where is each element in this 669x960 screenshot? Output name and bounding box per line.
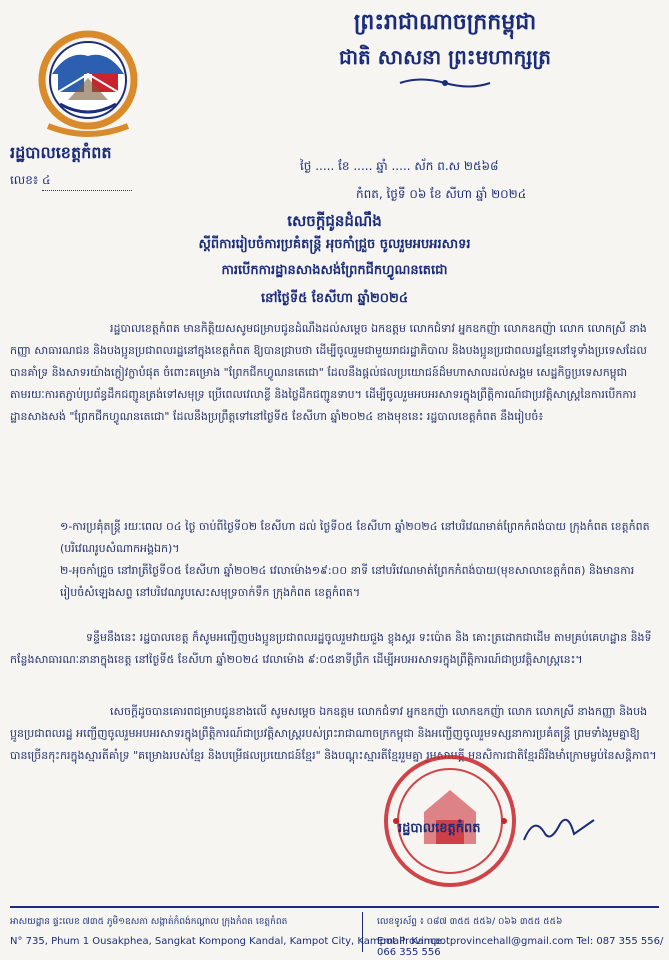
provincial-emblem-logo — [38, 30, 138, 138]
body-paragraph-3: សេចក្តីដូចបានគោរពជម្រាបជូនខាងលើ សូមសម្តេច ឯកឧត្តម លោកជំទាវ អ្នកឧកញ៉ា លោកឧកញ៉ា លោក លោកស្រី នាងកញ្ញា និងបងប្អូនប្រជាពលរដ្ឋ អញ្ជើញចូលរួមអបអរសាទរក្នុងព្រឹត្តិការណ៍ជាប្រវត្តិសាស្ត្ររបស់ព្រះរាជាណាចក្រកម្ពុជា និងអញ្ជើញចូលរួមទស្សនាការប្រគំតន្ត្រី ព្រមទាំងរួមគ្នាឱ្យបានច្រើនកុះករក្នុងស្មារតីគាំទ្រ "គម្រោងរបស់ខ្មែរ និងបម្រើផលប្រយោជន៍ខ្មែរ" និងបណ្តុះស្មារតីខ្មែររួមគ្នា រួមសាមគ្គី មនសិការជាតិខ្មែរដ៏រឹងមាំក្រោមម្លប់នៃសន្តិភាព។ — [10, 705, 657, 762]
national-motto: ជាតិ សាសនា ព្រះមហាក្សត្រ — [339, 45, 551, 69]
footer-divider-line — [10, 906, 659, 908]
reference-number — [10, 172, 132, 191]
body-paragraph-2: ទន្ទឹមនឹងនេះ រដ្ឋបាលខេត្ត ក៏សូមអញ្ជើញបងប្អូនប្រជាពលរដ្ឋចូលរួមវាយជួង ខ្លុងស្គរ ទះប៉ោត និង គោះត្រដោកជាដើម តាមគ្រប់គេហដ្ឋាន និងទីកន្លែងសាធារណៈនានាក្នុងខេត្ត នៅថ្ងៃទី៥ ខែសីហា ឆ្នាំ២០២៤ វេលាម៉ោង ៩:០៥នាទីព្រឹក ដើម្បីអបអរសាទរក្នុងព្រឹត្តិការណ៍ជាប្រវត្តិសាស្ត្រនេះ។ — [10, 631, 652, 666]
kingdom-title: ព្រះរាជាណាចក្រកម្ពុជា — [353, 10, 537, 35]
lunar-date: ថ្ងៃ ..... ខែ ..... ឆ្នាំ ..... ស័ក ព.ស ២៥៦៨ — [300, 159, 499, 173]
signature-icon — [520, 810, 600, 850]
list-item-concert: ១-ការប្រគុំតន្ត្រី រយៈពេល ០៤ ថ្ងៃ ចាប់ពីថ្ងៃទី០២ ខែសីហា ដល់ ថ្ងៃទី០៥ ខែសីហា ឆ្នាំ២០២៤ នៅបរិវេណមាត់ព្រែកកំពង់បាយ ក្រុងកំពត ខេត្តកំពត (បរិវេណរូបសំណាកអង្គឯក)។ — [60, 520, 650, 555]
reference-mark: ៤ — [41, 173, 51, 187]
footer-address-khmer: អាសយដ្ឋាន ផ្ទះលេខ ៧៣៥ ភូមិ១ឧសភា សង្កាត់កំពង់កណ្តាល ក្រុងកំពត ខេត្តកំពត — [10, 917, 288, 927]
reference-value — [42, 172, 132, 191]
solar-date: កំពត, ថ្ងៃទី ០៦ ខែ សីហា ឆ្នាំ ២០២៤ — [356, 187, 527, 201]
body-paragraph-1: រដ្ឋបាលខេត្តកំពត មានកិត្តិយសសូមជម្រាបជូនដំណឹងដល់សម្តេច ឯកឧត្តម លោកជំទាវ អ្នកឧកញ៉ា លោកឧកញ៉ា លោក លោកស្រី នាងកញ្ញា សាធារណជន និងបងប្អូនប្រជាពលរដ្ឋនៅក្នុងខេត្តកំពត ឱ្យបានជ្រាបថា ដើម្បីចូលរួមជាមួយរាជរដ្ឋាភិបាល និងបងប្អូនប្រជាពលរដ្ឋខ្មែរនៅទូទាំងប្រទេសដែលបានគាំទ្រ និងសាទរយ៉ាងក្លៀវក្លាបំផុត ចំពោះគម្រោង "ព្រែកជីកហ្វូណនតេជោ" ដែលនឹងផ្តល់ផលប្រយោជន៍ដ៏មហាសាលដល់សង្គម សេដ្ឋកិច្ចប្រទេសកម្ពុជា តាមរយៈការតភ្ជាប់ប្រព័ន្ធដឹកជញ្ជូនត្រង់ទៅសមុទ្រ ប្រើពេលវេលាខ្លី និងថ្លៃដឹកជញ្ជូនទាប។ ដើម្បីចូលរួមអបអរសាទរក្នុងព្រឹត្តិការណ៍ជាប្រវត្តិសាស្ត្រនៃការបើកការដ្ឋានសាងសង់ "ព្រែកជីកហ្វូណនតេជោ" ដែលនឹងប្រព្រឹត្តទៅនៅថ្ងៃទី៥ ខែសីហា ឆ្នាំ២០២៤ ខាងមុខនេះ រដ្ឋបាលខេត្តកំពត នឹងរៀបចំ៖ — [10, 322, 647, 423]
signer-name: រដ្ឋបាលខេត្តកំពត — [398, 821, 481, 836]
footer-address-english: N° 735, Phum 1 Ousakphea, Sangkat Kompong Kandal, Kampot City, Kampot Province. — [10, 936, 445, 947]
notice-subject-line-1: ស្តីពីការរៀបចំការប្រគំតន្ត្រី អុចកាំជ្រួច ចូលរួមអបអរសាទរ — [198, 237, 471, 252]
notice-title: សេចក្តីជូនដំណឹង — [287, 212, 382, 230]
issuer-name: រដ្ឋបាលខេត្តកំពត — [10, 143, 112, 162]
footer-email-phone: Email: Kampotprovincehall@gmail.com Tel: 087 355 556/ 066 355 556 — [377, 936, 664, 958]
list-item-fireworks: ២-អុចកាំជ្រួច នៅរាត្រីថ្ងៃទី០៥ ខែសីហា ឆ្នាំ២០២៤ វេលាម៉ោង១៩:០០ នាទី នៅបរិវេណមាត់ព្រែកកំពង់បាយ(មុខសាលាខេត្តកំពត) និងមានការរៀបចំសំឡេងសព្ទ នៅបរិវេណរូបសេះសមុទ្រចាក់ទឹក ក្រុងកំពត ខេត្តកំពត។ — [60, 564, 635, 599]
notice-subject-line-2: ការបើកការដ្ឋានសាងសង់ព្រែកជីកហ្វូណនតេជោ — [221, 263, 448, 278]
reference-label: លេខ៖ — [10, 173, 39, 187]
footer-phone-khmer: លេខទូរស័ព្ទ ៖ ០៨៧ ៣៥៥ ៥៥៦/ ០៦៦ ៣៥៥ ៥៥៦ — [377, 917, 563, 927]
notice-subject-date: នៅថ្ងៃទី៥ ខែសីហា ឆ្នាំ២០២៤ — [260, 291, 409, 306]
ornament-divider-icon — [395, 76, 495, 90]
